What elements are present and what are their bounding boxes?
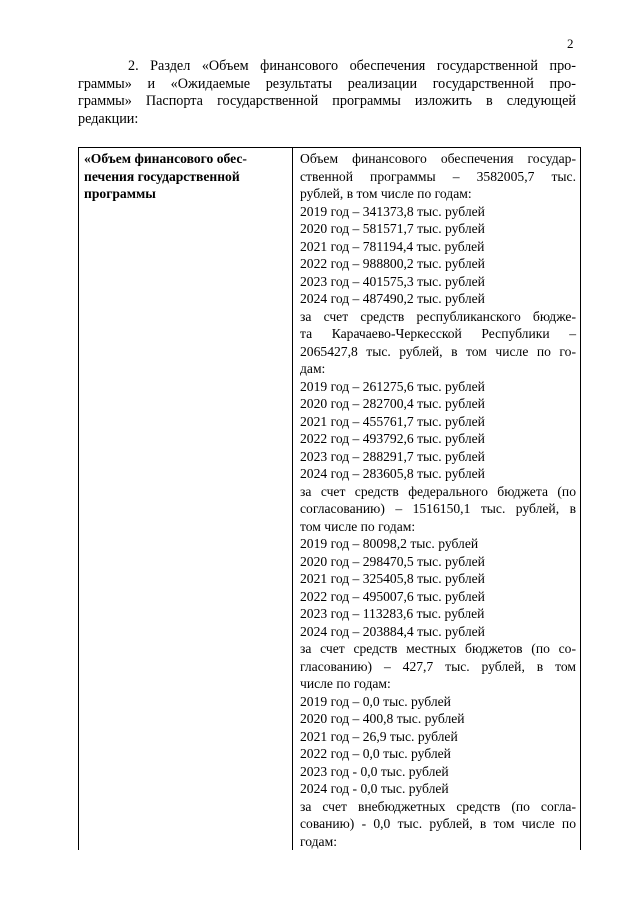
funding-line: за счет внебюджетных средств (по согла- xyxy=(300,798,576,814)
funding-line: 2023 год - 0,0 тыс. рублей xyxy=(300,763,449,779)
funding-line: 2019 год – 80098,2 тыс. рублей xyxy=(300,536,479,551)
funding-line: том числе по годам: xyxy=(300,518,416,534)
funding-line: сованию) - 0,0 тыс. рублей, в том числе по xyxy=(300,816,576,831)
section-title-cell xyxy=(79,148,293,851)
funding-line: за счет средств местных бюджетов (по со- xyxy=(300,641,576,656)
funding-line: рублей, в том числе по годам: xyxy=(300,186,472,201)
funding-line: 2022 год – 0,0 тыс. рублей xyxy=(300,746,451,761)
funding-line: 2019 год – 261275,6 тыс. рублей xyxy=(300,378,485,394)
passport-table xyxy=(78,147,581,850)
funding-line: 2020 год – 282700,4 тыс. рублей xyxy=(300,396,485,411)
funding-line: 2022 год – 988800,2 тыс. рублей xyxy=(300,256,485,271)
section-title-line: «Объем финансового обес- xyxy=(84,151,247,166)
funding-line: 2022 год – 493792,6 тыс. рублей xyxy=(300,431,485,446)
funding-content xyxy=(293,148,580,850)
funding-line: 2065427,8 тыс. рублей, в том числе по го- xyxy=(300,343,576,359)
funding-line: 2020 год – 581571,7 тыс. рублей xyxy=(300,221,485,236)
funding-line: 2024 год – 203884,4 тыс. рублей xyxy=(300,623,485,639)
funding-line: 2021 год – 455761,7 тыс. рублей xyxy=(300,413,485,429)
section-title-line: печения государственной xyxy=(84,168,240,184)
funding-line: за счет средств республиканского бюдже- xyxy=(300,308,576,324)
funding-line: 2019 год – 341373,8 тыс. рублей xyxy=(300,203,485,219)
funding-line: 2021 год – 26,9 тыс. рублей xyxy=(300,728,458,744)
funding-line: 2023 год – 401575,3 тыс. рублей xyxy=(300,273,485,289)
funding-line: 2024 год – 283605,8 тыс. рублей xyxy=(300,466,485,481)
funding-line: за счет средств федерального бюджета (по xyxy=(300,483,576,499)
funding-line: годам: xyxy=(300,833,337,849)
funding-line: числе по годам: xyxy=(300,676,391,691)
funding-line: 2024 год - 0,0 тыс. рублей xyxy=(300,781,449,796)
page-number: 2 xyxy=(567,36,574,51)
funding-line: 2022 год – 495007,6 тыс. рублей xyxy=(300,588,485,604)
funding-line: 2021 год – 781194,4 тыс. рублей xyxy=(300,238,485,254)
funding-line: согласованию) – 1516150,1 тыс. рублей, в xyxy=(300,501,576,516)
intro-line: граммы» и «Ожидаемые результаты реализации государственной про- xyxy=(78,75,576,92)
table-row xyxy=(79,148,581,851)
intro-paragraph xyxy=(78,58,576,128)
intro-line: граммы» Паспорта государственной программы изложить в следующей xyxy=(78,93,576,109)
funding-line: 2020 год – 400,8 тыс. рублей xyxy=(300,711,465,726)
section-title-line: программы xyxy=(84,186,156,201)
funding-line: 2023 год – 288291,7 тыс. рублей xyxy=(300,448,485,464)
funding-line: 2021 год – 325405,8 тыс. рублей xyxy=(300,571,485,586)
funding-line: Объем финансового обеспечения государ- xyxy=(300,151,576,166)
funding-line: 2019 год – 0,0 тыс. рублей xyxy=(300,693,451,709)
intro-line: 2. Раздел «Объем финансового обеспечения государственной про- xyxy=(128,58,576,74)
funding-line: та Карачаево-Черкесской Республики – xyxy=(300,326,576,341)
funding-content-cell xyxy=(293,148,581,851)
funding-line: 2023 год – 113283,6 тыс. рублей xyxy=(300,606,485,621)
funding-line: дам: xyxy=(300,361,326,376)
section-title xyxy=(79,148,292,203)
funding-line: 2020 год – 298470,5 тыс. рублей xyxy=(300,553,485,569)
funding-line: ственной программы – 3582005,7 тыс. xyxy=(300,168,576,184)
funding-line: гласованию) – 427,7 тыс. рублей, в том xyxy=(300,658,576,674)
intro-line: редакции: xyxy=(78,110,139,127)
funding-line: 2024 год – 487490,2 тыс. рублей xyxy=(300,291,485,306)
